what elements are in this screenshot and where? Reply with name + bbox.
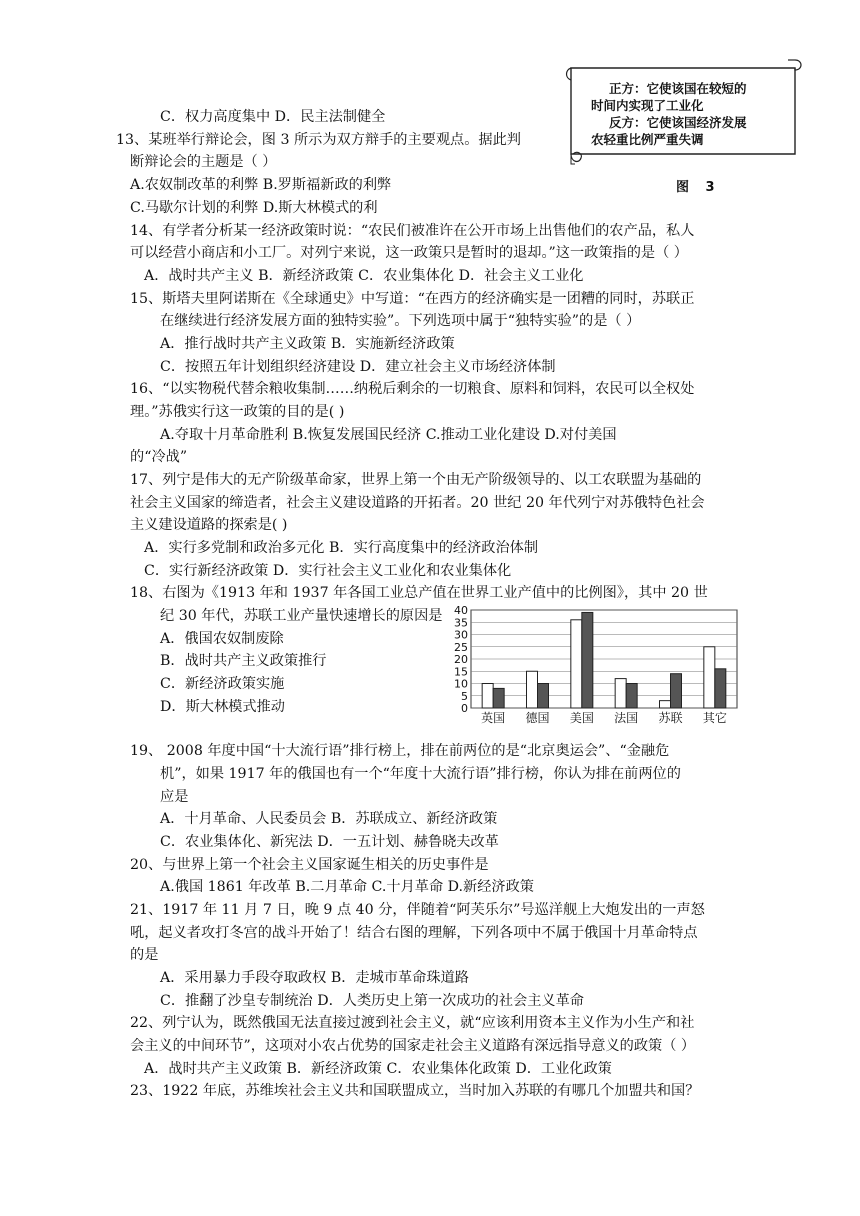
figure-3-caption: 图 3	[676, 180, 721, 195]
q14-stem-1: 14、有学者分析某一经济政策时说：“农民们被准许在公开市场上出售他们的农产品，私人	[130, 223, 695, 239]
bar	[493, 688, 504, 708]
x-category-label: 英国	[481, 711, 506, 725]
debate-pro-line1: 正方：它使该国在较短的	[609, 81, 747, 96]
q17-options-ab: A．实行多党制和政治多元化 B．实行高度集中的经济政治体制	[144, 540, 539, 556]
q20-options: A.俄国 1861 年改革 B.二月革命 C.十月革命 D.新经济政策	[160, 879, 534, 895]
y-tick-label: 40	[454, 604, 468, 617]
x-category-label: 其它	[702, 711, 727, 725]
bar	[671, 674, 682, 708]
q17-options-cd: C．实行新经济政策 D．实行社会主义工业化和农业集体化	[144, 563, 512, 579]
bar	[538, 684, 549, 709]
q23-stem: 23、1922 年底，苏维埃社会主义共和国联盟成立，当时加入苏联的有哪几个加盟共和国？	[130, 1083, 700, 1099]
q15-stem-2: 在继续进行经济发展方面的独特实验”。下列选项中属于“独特实验”的是（ ）	[160, 313, 641, 329]
y-tick-label: 35	[454, 616, 468, 630]
debate-con-line2: 农轻重比例严重失调	[591, 132, 704, 147]
q13-stem-2: 断辩论会的主题是（ ）	[130, 154, 277, 170]
q14-stem-2: 可以经营小商店和小工厂。对列宁来说，这一政策只是暂时的退却。”这一政策指的是（ ）	[130, 245, 688, 261]
bar	[715, 669, 726, 708]
q18-option-c: C．新经济政策实施	[160, 676, 285, 692]
q18-option-b: B．战时共产主义政策推行	[160, 653, 327, 669]
q18-stem-2: 纪 30 年代，苏联工业产量快速增长的原因是	[160, 608, 443, 624]
y-tick-label: 10	[454, 677, 468, 691]
q17-stem-2: 社会主义国家的缔造者，社会主义建设道路的开拓者。20 世纪 20 年代列宁对苏俄特色社会	[130, 495, 705, 511]
x-category-label: 苏联	[658, 711, 683, 725]
q22-stem-1: 22、列宁认为，既然俄国无法直接过渡到社会主义，就“应该利用资本主义作为小生产和社	[130, 1015, 695, 1031]
q18-stem-1: 18、右图为《1913 年和 1937 年各国工业总产值在世界工业产值中的比例图》，其中 20 世	[130, 585, 708, 601]
q21-options-cd: C．推翻了沙皇专制统治 D．人类历史上第一次成功的社会主义革命	[160, 993, 584, 1009]
q13-options-ab: A.农奴制改革的利弊 B.罗斯福新政的利弊	[130, 177, 392, 193]
q21-stem-3: 的是	[130, 947, 159, 963]
q19-options-cd: C．农业集体化、新宪法 D．一五计划、赫鲁晓夫改革	[160, 834, 499, 850]
q16-options: A.夺取十月革命胜利 B.恢复发展国民经济 C.推动工业化建设 D.对付美国	[160, 427, 617, 443]
q18-option-d: D．斯大林模式推动	[160, 699, 285, 715]
q13-stem-1: 13、某班举行辩论会，图 3 所示为双方辩手的主要观点。据此判	[116, 132, 521, 148]
industrial-output-bar-chart	[445, 604, 745, 726]
y-tick-label: 15	[454, 665, 468, 679]
q15-stem-1: 15、斯塔夫里阿诺斯在《全球通史》中写道：“在西方的经济确实是一团糟的同时，苏联正	[130, 291, 695, 307]
bar	[482, 684, 493, 709]
q15-options-cd: C．按照五年计划组织经济建设 D．建立社会主义市场经济体制	[160, 359, 556, 375]
bar	[626, 684, 637, 709]
q21-stem-1: 21、1917 年 11 月 7 日，晚 9 点 40 分，伴随着“阿芙乐尔”号巡洋舰上大炮发出的一声怒	[130, 902, 705, 918]
x-category-label: 德国	[525, 711, 550, 725]
q17-stem-1: 17、列宁是伟大的无产阶级革命家，世界上第一个由无产阶级领导的、以工农联盟为基础的	[130, 472, 702, 488]
q15-options-ab: A．推行战时共产主义政策 B．实施新经济政策	[160, 336, 455, 352]
q17-stem-3: 主义建设道路的探索是( )	[130, 517, 288, 533]
q16-stem-2: 理。”苏俄实行这一政策的目的是( )	[130, 404, 345, 420]
q18-option-a: A．俄国农奴制废除	[160, 631, 284, 647]
q21-stem-2: 吼，起义者攻打冬宫的战斗开始了！结合右图的理解，下列各项中不属于俄国十月革命特点	[130, 925, 698, 941]
bar	[660, 701, 671, 708]
bar	[527, 671, 538, 708]
q19-stem-3: 应是	[160, 789, 189, 805]
q22-stem-2: 会主义的中间环节”，这项对小农占优势的国家走社会主义道路有深远指导意义的政策（ ）	[130, 1038, 696, 1054]
q13-options-cd: C.马歇尔计划的利弊 D.斯大林模式的利	[130, 200, 378, 216]
debate-scroll-figure	[563, 58, 803, 168]
q16-stem-1: 16、“以实物税代替余粮收集制……纳税后剩余的一切粮食、原料和饲料，农民可以全权处	[130, 381, 695, 397]
q14-options: A．战时共产主义 B．新经济政策 C．农业集体化 D．社会主义工业化	[144, 268, 584, 284]
q22-options: A．战时共产主义政策 B．新经济政策 C．农业集体化政策 D．工业化政策	[144, 1061, 612, 1077]
debate-con-line1: 反方：它使该国经济发展	[609, 115, 747, 130]
q12-options-cd: C．权力高度集中 D．民主法制健全	[160, 109, 386, 125]
bar	[615, 679, 626, 708]
y-tick-label: 0	[461, 702, 468, 715]
q21-options-ab: A．采用暴力手段夺取政权 B．走城市革命珠道路	[160, 970, 469, 986]
q16-options-cont: 的“冷战”	[130, 449, 188, 465]
q19-stem-2: 机”，如果 1917 年的俄国也有一个“年度十大流行语”排行榜，你认为排在前两位的	[160, 766, 681, 782]
y-tick-label: 30	[454, 628, 468, 642]
chart-svg	[445, 604, 745, 726]
debate-pro-line2: 时间内实现了工业化	[591, 98, 704, 113]
x-category-label: 法国	[614, 711, 639, 725]
bar	[582, 612, 593, 708]
x-category-label: 美国	[569, 711, 594, 725]
y-tick-label: 5	[461, 689, 468, 703]
y-tick-label: 20	[454, 653, 468, 666]
bar	[704, 647, 715, 708]
q19-options-ab: A．十月革命、人民委员会 B．苏联成立、新经济政策	[160, 811, 498, 827]
y-tick-label: 25	[454, 640, 468, 654]
q20-stem: 20、与世界上第一个社会主义国家诞生相关的历史事件是	[130, 857, 489, 873]
bar	[571, 620, 582, 708]
q19-stem-1: 19、 2008 年度中国“十大流行语”排行榜上，排在前两位的是“北京奥运会”、“金融危	[130, 743, 670, 759]
